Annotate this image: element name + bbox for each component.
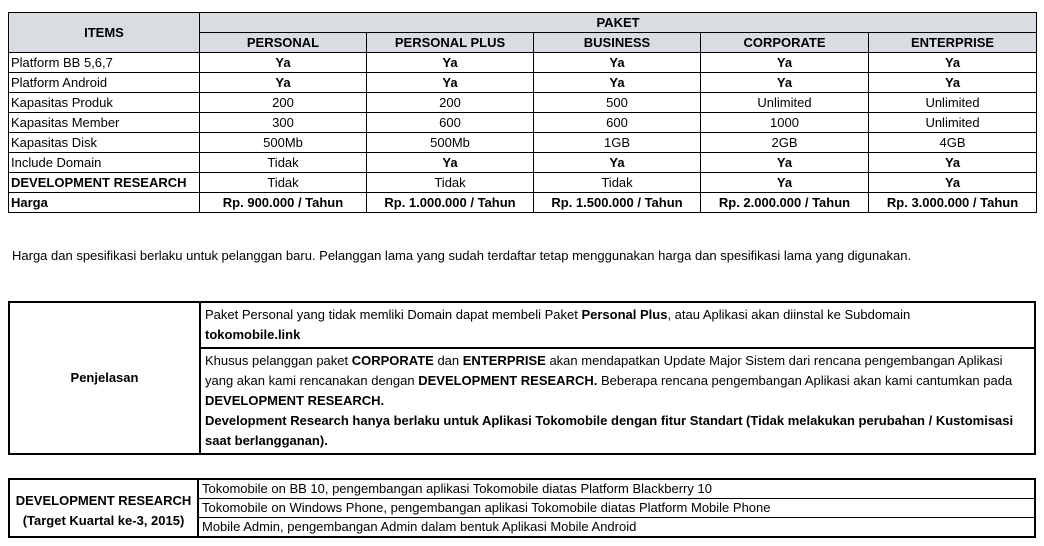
cell-value: 200 bbox=[200, 93, 367, 113]
cell-value: Tidak bbox=[367, 173, 534, 193]
cell-value: Ya bbox=[367, 153, 534, 173]
cell-value: 2GB bbox=[701, 133, 869, 153]
cell-value: Ya bbox=[701, 153, 869, 173]
price-value: Rp. 1.500.000 / Tahun bbox=[534, 193, 701, 213]
cell-value: Ya bbox=[534, 53, 701, 73]
cell-value: 4GB bbox=[869, 133, 1037, 153]
dev-item: Mobile Admin, pengembangan Admin dalam bentuk Aplikasi Mobile Android bbox=[198, 518, 1035, 538]
package-header-enterprise: ENTERPRISE bbox=[869, 33, 1037, 53]
cell-value: Ya bbox=[869, 153, 1037, 173]
table-row bbox=[9, 93, 1037, 113]
penjelasan-paragraph-1 bbox=[200, 302, 1035, 348]
cell-value: 500 bbox=[534, 93, 701, 113]
cell-value: Tidak bbox=[534, 173, 701, 193]
cell-value: Ya bbox=[367, 73, 534, 93]
text: dan bbox=[433, 353, 463, 368]
row-label: Kapasitas Member bbox=[9, 113, 200, 133]
cell-value: 1000 bbox=[701, 113, 869, 133]
cell-value: Ya bbox=[367, 53, 534, 73]
paket-header: PAKET bbox=[200, 13, 1037, 33]
table-row bbox=[9, 73, 1037, 93]
cell-value: 200 bbox=[367, 93, 534, 113]
development-research-label bbox=[9, 479, 198, 537]
cell-value: Ya bbox=[200, 73, 367, 93]
row-label: Harga bbox=[9, 193, 200, 213]
row-label: Kapasitas Disk bbox=[9, 133, 200, 153]
text: , atau Aplikasi akan diinstal ke Subdomain bbox=[667, 307, 911, 322]
dev-item: Tokomobile on Windows Phone, pengembangan aplikasi Tokomobile diatas Platform Mobile Phone bbox=[198, 499, 1035, 518]
bold-text: tokomobile.link bbox=[205, 327, 301, 342]
row-label: DEVELOPMENT RESEARCH bbox=[9, 173, 200, 193]
cell-value: 500Mb bbox=[367, 133, 534, 153]
text: Khusus pelanggan paket bbox=[205, 353, 352, 368]
dev-label-line-1: DEVELOPMENT RESEARCH bbox=[15, 493, 192, 508]
bold-text: ENTERPRISE bbox=[462, 353, 546, 368]
cell-value: Ya bbox=[869, 73, 1037, 93]
cell-value: 500Mb bbox=[200, 133, 367, 153]
package-header-personal: PERSONAL bbox=[200, 33, 367, 53]
items-header: ITEMS bbox=[9, 13, 200, 53]
cell-value: Unlimited bbox=[701, 93, 869, 113]
dev-label-line-2: (Target Kuartal ke-3, 2015) bbox=[22, 513, 185, 528]
text: Beberapa rencana pengembangan Aplikasi akan kami cantumkan pada bbox=[597, 373, 1013, 388]
row-label: Platform Android bbox=[9, 73, 200, 93]
development-research-table bbox=[8, 478, 1036, 538]
price-value: Rp. 1.000.000 / Tahun bbox=[367, 193, 534, 213]
cell-value: Tidak bbox=[200, 153, 367, 173]
cell-value: 600 bbox=[534, 113, 701, 133]
cell-value: Unlimited bbox=[869, 93, 1037, 113]
table-row bbox=[9, 113, 1037, 133]
cell-value: 300 bbox=[200, 113, 367, 133]
table-row bbox=[9, 153, 1037, 173]
package-header-business: BUSINESS bbox=[534, 33, 701, 53]
penjelasan-label: Penjelasan bbox=[9, 302, 200, 454]
price-value: Rp. 900.000 / Tahun bbox=[200, 193, 367, 213]
table-row-price bbox=[9, 193, 1037, 213]
package-header-corporate: CORPORATE bbox=[701, 33, 869, 53]
cell-value: Ya bbox=[701, 73, 869, 93]
pricing-note: Harga dan spesifikasi berlaku untuk pelanggan baru. Pelanggan lama yang sudah terdaftar tetap menggunakan harga dan spesifikasi lama yang digunakan. bbox=[12, 248, 912, 263]
bold-text: CORPORATE bbox=[351, 353, 434, 368]
row-label: Platform BB 5,6,7 bbox=[9, 53, 200, 73]
row-label: Kapasitas Produk bbox=[9, 93, 200, 113]
cell-value: Ya bbox=[534, 153, 701, 173]
text: Paket Personal yang tidak memliki Domain dapat membeli Paket bbox=[205, 307, 582, 322]
table-row bbox=[9, 173, 1037, 193]
bold-text: Personal Plus bbox=[581, 307, 668, 322]
row-label: Include Domain bbox=[9, 153, 200, 173]
table-row bbox=[9, 53, 1037, 73]
cell-value: 600 bbox=[367, 113, 534, 133]
penjelasan-paragraph-2 bbox=[200, 348, 1035, 454]
bold-text: DEVELOPMENT RESEARCH. bbox=[205, 393, 385, 408]
penjelasan-table bbox=[8, 301, 1036, 455]
price-value: Rp. 2.000.000 / Tahun bbox=[701, 193, 869, 213]
cell-value: Ya bbox=[534, 73, 701, 93]
cell-value: Ya bbox=[869, 173, 1037, 193]
cell-value: Ya bbox=[869, 53, 1037, 73]
price-value: Rp. 3.000.000 / Tahun bbox=[869, 193, 1037, 213]
dev-item: Tokomobile on BB 10, pengembangan aplikasi Tokomobile diatas Platform Blackberry 10 bbox=[198, 479, 1035, 499]
text: akan mendapatkan Update Major Sistem dari rencana pengembangan Aplikasi yang akan kami rencanakan dengan bbox=[205, 353, 1003, 388]
bold-text: Development Research hanya berlaku untuk Aplikasi Tokomobile dengan fitur Standart (Tidak melakukan perubahan / Kustomisasi saat berlangganan). bbox=[205, 413, 1014, 448]
cell-value: Ya bbox=[701, 173, 869, 193]
cell-value: 1GB bbox=[534, 133, 701, 153]
cell-value: Unlimited bbox=[869, 113, 1037, 133]
package-header-personal-plus: PERSONAL PLUS bbox=[367, 33, 534, 53]
cell-value: Tidak bbox=[200, 173, 367, 193]
pricing-table bbox=[8, 12, 1037, 213]
cell-value: Ya bbox=[701, 53, 869, 73]
bold-text: DEVELOPMENT RESEARCH. bbox=[418, 373, 598, 388]
cell-value: Ya bbox=[200, 53, 367, 73]
table-row bbox=[9, 133, 1037, 153]
